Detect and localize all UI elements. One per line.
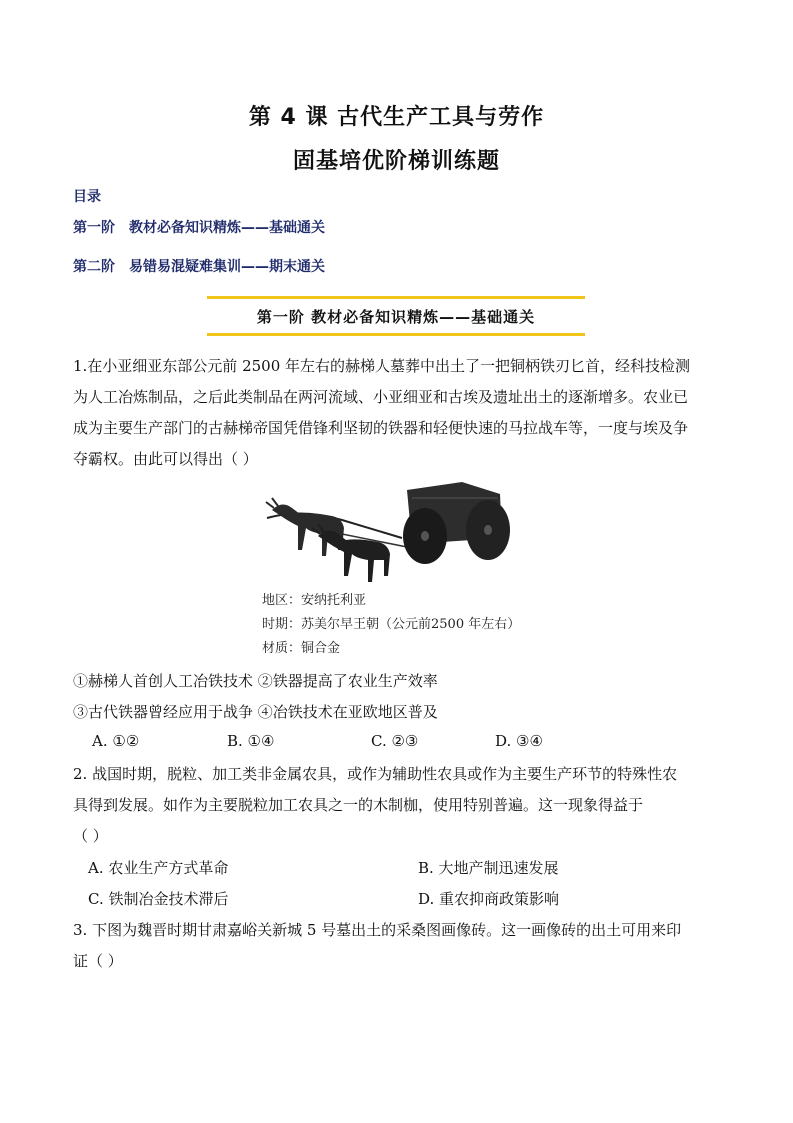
banner-bottom-rule xyxy=(207,333,585,336)
toc-stage-text: 教材必备知识精炼——基础通关 xyxy=(129,220,325,236)
q1-statement: ③古代铁器曾经应用于战争 ④冶铁技术在亚欧地区普及 xyxy=(73,703,438,721)
exercise-title: 固基培优阶梯训练题 xyxy=(292,149,500,174)
image-caption-region: 地区：安纳托利亚 xyxy=(262,593,367,608)
q3-line: 证（ ） xyxy=(73,952,123,970)
section-banner xyxy=(207,296,585,336)
toc-stage-text: 易错易混疑难集训——期末通关 xyxy=(129,259,325,275)
q2-option-b[interactable]: B. 大地产制迅速发展 xyxy=(418,859,559,877)
lesson-title: 第 4 课 古代生产工具与劳作 xyxy=(248,105,545,130)
q1-option-c[interactable]: C. ②③ xyxy=(371,732,419,750)
image-caption-material: 材质：铜合金 xyxy=(262,641,341,656)
toc-stage-label: 第一阶 xyxy=(73,220,115,236)
q2-option-a[interactable]: A. 农业生产方式革命 xyxy=(88,859,229,877)
q1-line: 1.在小亚细亚东部公元前 2500 年左右的赫梯人墓葬中出土了一把铜柄铁刃匕首，经科技检测 xyxy=(73,357,691,375)
q2-option-d[interactable]: D. 重农抑商政策影响 xyxy=(418,890,560,908)
chariot-illustration xyxy=(262,478,532,588)
toc-label: 目录 xyxy=(73,189,101,205)
q1-line: 成为主要生产部门的古赫梯帝国凭借锋利坚韧的铁器和轻便快速的马拉战车等，一度与埃及争 xyxy=(73,419,689,437)
q3-line: 3. 下图为魏晋时期甘肃嘉峪关新城 5 号墓出土的采桑图画像砖。这一画像砖的出土可用来印 xyxy=(73,921,682,939)
toc-item-stage-1[interactable] xyxy=(73,217,325,237)
q2-line: （ ） xyxy=(73,827,108,845)
q1-line: 为人工冶炼制品，之后此类制品在两河流域、小亚细亚和古埃及遗址出土的逐渐增多。农业已 xyxy=(73,388,689,406)
banner-text: 第一阶 教材必备知识精炼——基础通关 xyxy=(256,307,536,326)
q1-line: 夺霸权。由此可以得出（ ） xyxy=(73,450,258,468)
toc-stage-label: 第二阶 xyxy=(73,259,115,275)
q2-line: 2. 战国时期，脱粒、加工类非金属农具，或作为辅助性农具或作为主要生产环节的特殊性农 xyxy=(73,765,678,783)
q1-option-d[interactable]: D. ③④ xyxy=(495,732,543,750)
image-caption-period: 时期：苏美尔早王朝（公元前2500 年左右） xyxy=(262,617,521,632)
q2-option-c[interactable]: C. 铁制冶金技术滞后 xyxy=(88,890,229,908)
toc-item-stage-2[interactable] xyxy=(73,256,325,276)
q2-line: 具得到发展。如作为主要脱粒加工农具之一的木制枷，使用特别普遍。这一现象得益于 xyxy=(73,796,644,814)
chariot-artifact-image xyxy=(262,478,532,588)
q1-option-a[interactable]: A. ①② xyxy=(92,732,140,750)
q1-option-b[interactable]: B. ①④ xyxy=(227,732,275,750)
q1-statement: ①赫梯人首创人工冶铁技术 ②铁器提高了农业生产效率 xyxy=(73,672,438,690)
